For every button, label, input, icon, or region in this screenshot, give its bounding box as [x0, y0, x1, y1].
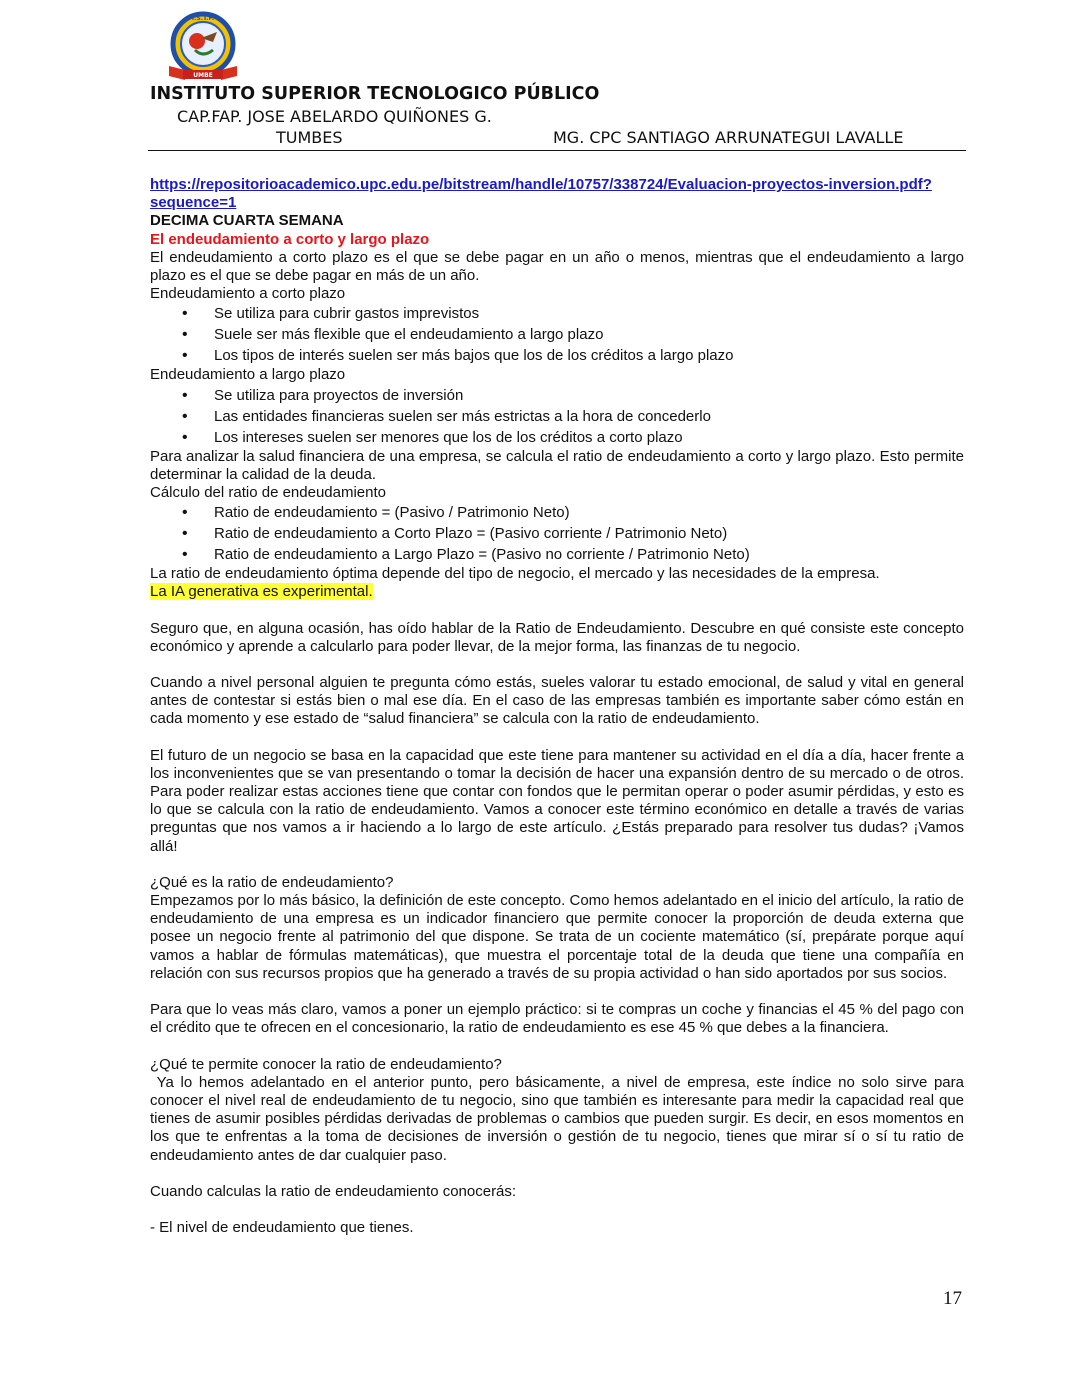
logo-text: I.S.T.P. [191, 15, 215, 22]
reference-link[interactable]: https://repositorioacademico.upc.edu.pe/bitstream/handle/10757/338724/Evaluacion-proyectos-inversion.pdf?sequence=1 [150, 176, 932, 212]
institute-subtitle: CAP.FAP. JOSE ABELARDO QUIÑONES G. [177, 107, 492, 126]
list-item: • Los tipos de interés suelen ser más bajos que los de los créditos a largo plazo [150, 345, 964, 366]
long-term-heading: Endeudamiento a largo plazo [150, 366, 346, 384]
know-item: - El nivel de endeudamiento que tienes. [150, 1218, 414, 1236]
logo-ribbon-text: UMBE [193, 72, 213, 79]
institute-title: INSTITUTO SUPERIOR TECNOLOGICO PÚBLICO [150, 84, 600, 104]
know-intro: Cuando calculas la ratio de endeudamiento conocerás: [150, 1182, 517, 1200]
calc-list [150, 502, 964, 565]
paragraph: Ya lo hemos adelantado en el anterior punto, pero básicamente, a nivel de empresa, este índice no solo sirve para conocer el nivel real de endeudamiento de tu negocio, sino que también es interesante para medir la capacidad real que tienes de asumir posibles pérdidas derivadas de problemas o cambios que pueden surgir. Es decir, en esos momentos en los que te enfrentas a la toma de decisiones de inversión o gestión de tu negocio, tienes que mirar sí o sí tu ratio de endeudamiento antes de dar cualquier paso. [150, 1073, 969, 1164]
paragraph: Empezamos por lo más básico, la definición de este concepto. Como hemos adelantado en el inicio del artículo, la ratio de endeudamiento de una empresa es un indicador financiero que permite conocer la proporción de deuda externa que posee un negocio frente al patrimonio del que dispone. Se trata de un cociente matemático (sí, prepárate porque aquí vamos a hablar de fórmulas matemáticas), que muestra el porcentaje total de la deuda que tiene una compañía en relación con sus recursos propios que ha generado a través de su propia actividad o han sido aportados por sus socios. [150, 892, 964, 982]
long-term-list [150, 385, 964, 448]
list-item: • Suele ser más flexible que el endeudamiento a largo plazo [150, 324, 964, 345]
paragraph: Cuando a nivel personal alguien te pregunta cómo estás, sueles valorar tu estado emocional, de salud y vital en general antes de contestar si estás bien o mal ese día. En el caso de las empresas también es importante saber cómo están en cada momento y ese estado de “salud financiera” se calcula con la ratio de endeudamiento. [150, 674, 964, 728]
institute-logo [165, 8, 241, 84]
short-term-list [150, 303, 964, 366]
list-item: • Se utiliza para cubrir gastos imprevistos [150, 303, 964, 324]
list-item: • Ratio de endeudamiento a Corto Plazo = (Pasivo corriente / Patrimonio Neto) [150, 523, 964, 544]
author-name: MG. CPC SANTIAGO ARRUNATEGUI LAVALLE [553, 128, 904, 147]
list-item: • Las entidades financieras suelen ser más estrictas a la hora de concederlo [150, 406, 964, 427]
question-heading: ¿Qué te permite conocer la ratio de endeudamiento? [150, 1055, 502, 1073]
page-content [150, 176, 969, 1237]
analysis-paragraph: Para analizar la salud financiera de una empresa, se calcula el ratio de endeudamiento a corto y largo plazo. Esto permite determinar la calidad de la deuda. [150, 447, 964, 483]
example-paragraph: Para que lo veas más claro, vamos a poner un ejemplo práctico: si te compras un coche y financias el 45 % del pago con el crédito que te ofrecen en el concesionario, la ratio de endeudamiento es ese 45 % que debes a la financiera. [150, 1001, 964, 1037]
week-title: DECIMA CUARTA SEMANA [150, 212, 344, 230]
calc-heading: Cálculo del ratio de endeudamiento [150, 484, 386, 502]
paragraph: Seguro que, en alguna ocasión, has oído hablar de la Ratio de Endeudamiento. Descubre en qué consiste este concepto económico y aprende a calcularlo para poder llevar, de la mejor forma, las finanzas de tu negocio. [150, 619, 964, 655]
paragraph: El futuro de un negocio se basa en la capacidad que este tiene para mantener su actividad en el día a día, hacer frente a los inconvenientes que se van presentando o tomar la decisión de hacer una expansión dentro de su mercado o de otros. Para poder realizar estas acciones tiene que contar con fondos que le permitan operar o poder asumir pérdidas, y esto es lo que se calcula con la ratio de endeudamiento. Vamos a conocer este término económico en detalle a través de varias preguntas que nos vamos a ir haciendo a lo largo de este artículo. ¿Estás preparado para resolver tus dudas? ¡Vamos allá! [150, 746, 964, 855]
ai-note: La IA generativa es experimental. [150, 583, 373, 601]
header-divider [148, 150, 966, 151]
optimal-paragraph: La ratio de endeudamiento óptima depende del tipo de negocio, el mercado y las necesidades de la empresa. [150, 565, 880, 583]
list-item: • Ratio de endeudamiento = (Pasivo / Patrimonio Neto) [150, 502, 964, 523]
short-term-heading: Endeudamiento a corto plazo [150, 285, 346, 303]
section-title: El endeudamiento a corto y largo plazo [150, 230, 430, 248]
question-heading: ¿Qué es la ratio de endeudamiento? [150, 873, 394, 891]
list-item: • Ratio de endeudamiento a Largo Plazo = (Pasivo no corriente / Patrimonio Neto) [150, 544, 964, 565]
institute-city: TUMBES [276, 128, 343, 147]
list-item: • Se utiliza para proyectos de inversión [150, 385, 964, 406]
intro-paragraph: El endeudamiento a corto plazo es el que se debe pagar en un año o menos, mientras que el endeudamiento a largo plazo es el que se debe pagar en más de un año. [150, 248, 964, 285]
list-item: • Los intereses suelen ser menores que los de los créditos a corto plazo [150, 427, 964, 448]
page-number: 17 [943, 1288, 962, 1309]
